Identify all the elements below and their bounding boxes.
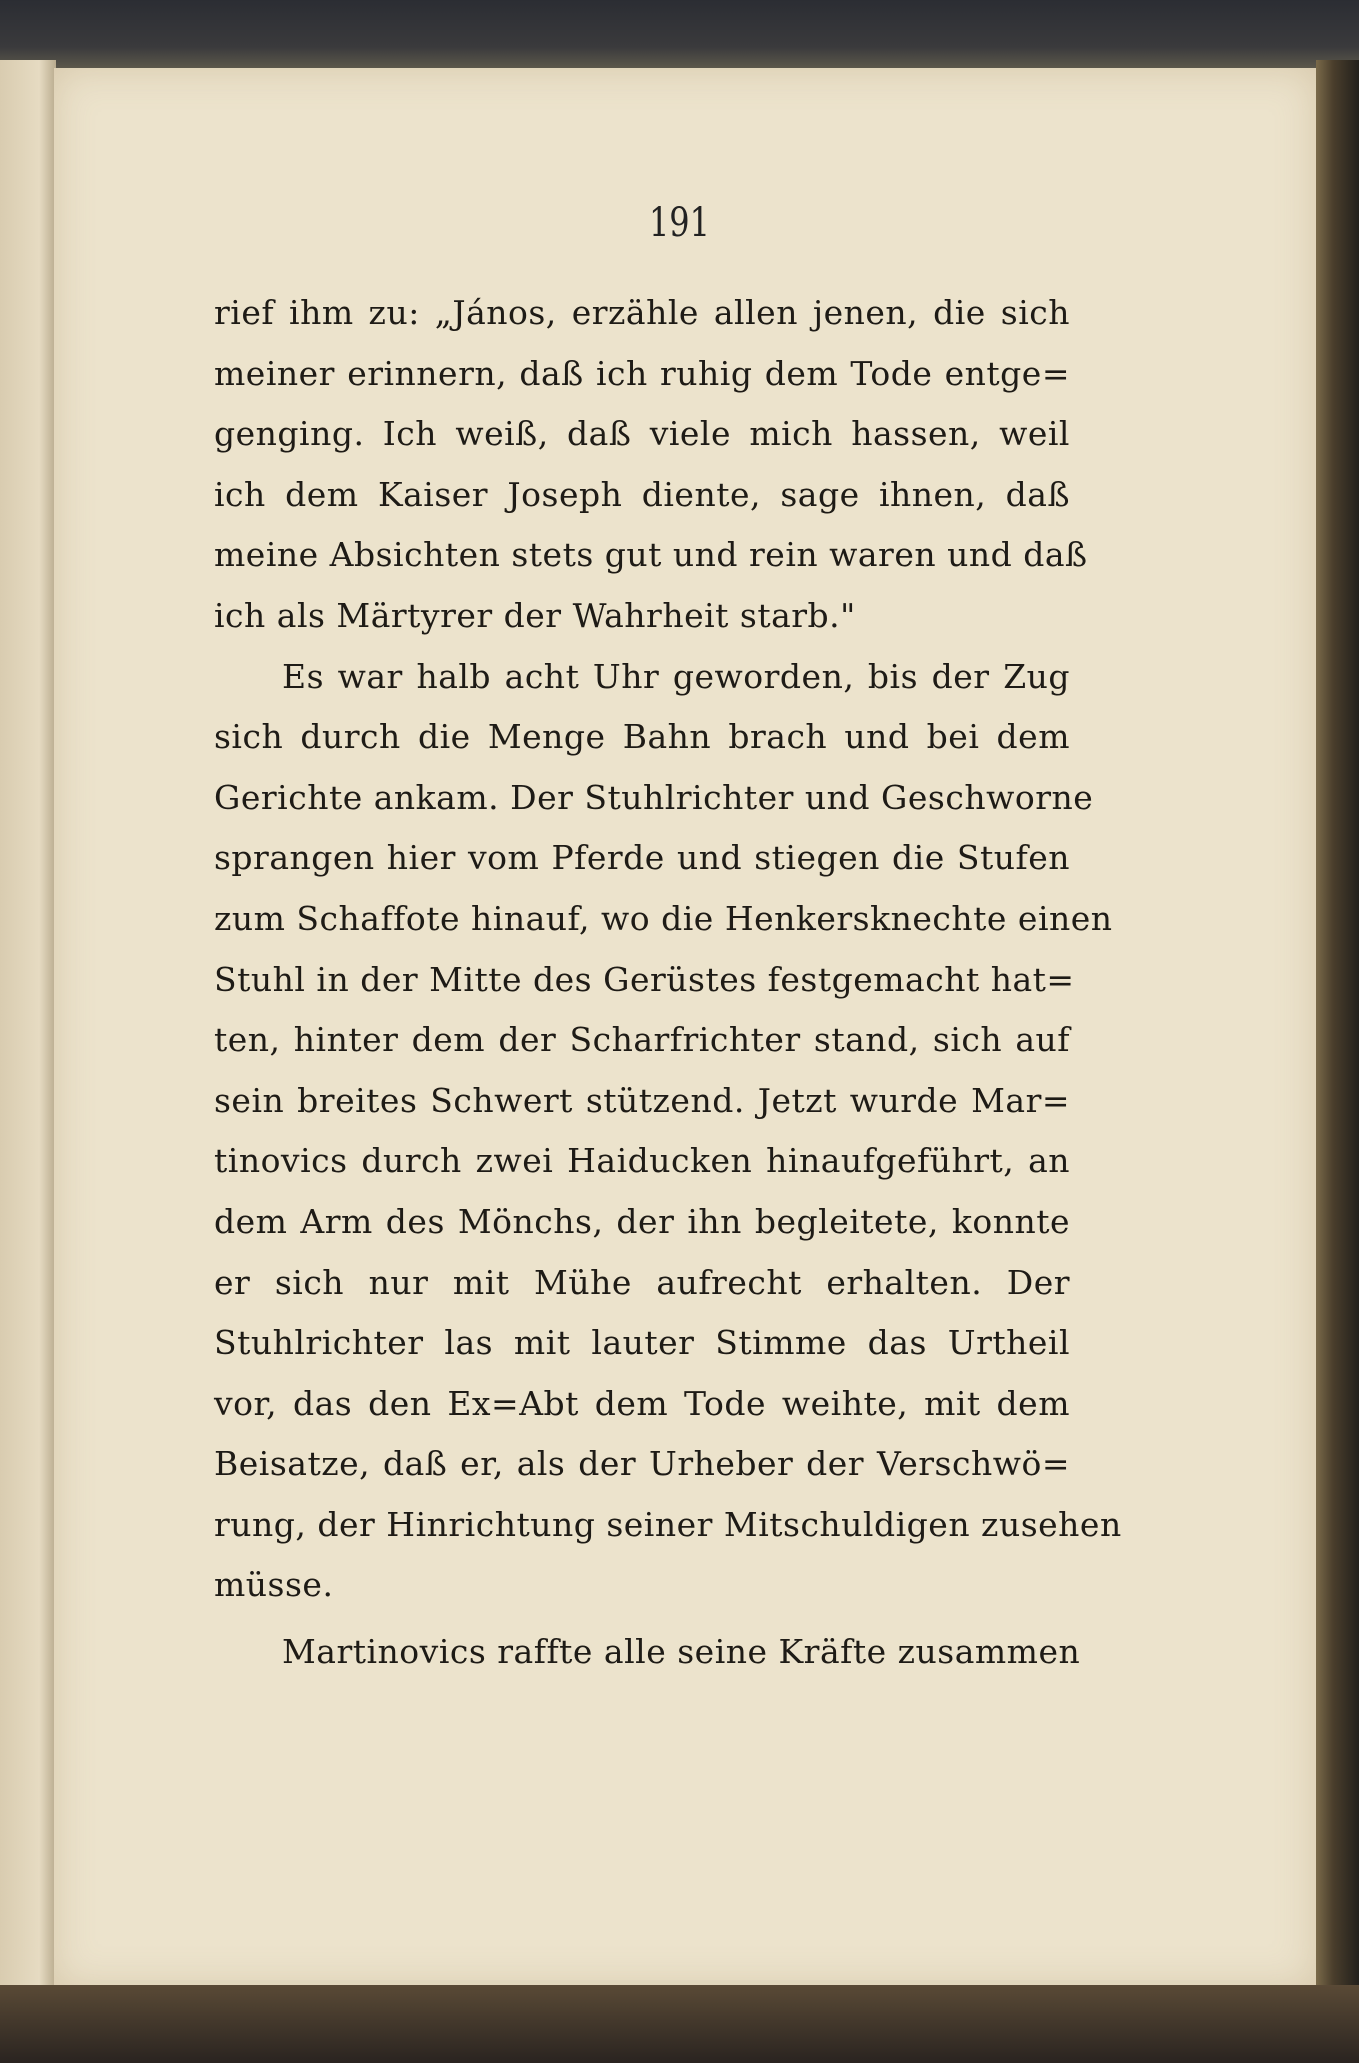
text-line: dem Arm des Mönchs, der ihn begleitete, konnte [214,1201,1070,1241]
text-line: müsse. [214,1565,334,1605]
text-line: tinovics durch zwei Haiducken hinaufgeführt, an [214,1141,1070,1181]
book-binding-bottom [0,1985,1359,2063]
text-line: Stuhlrichter las mit lauter Stimme das Urtheil [214,1323,1070,1363]
text-line: sprangen hier vom Pferde und stiegen die Stufen [214,838,1070,878]
text-line: Beisatze, daß er, als der Urheber der Verschwö= [214,1444,1070,1484]
text-line: rief ihm zu: „János, erzähle allen jenen, die sich [214,293,1070,332]
book-cover-edge [1316,60,1359,2050]
text-line: ich dem Kaiser Joseph diente, sage ihnen, daß [214,474,1070,514]
text-line: meiner erinnern, daß ich ruhig dem Tode entge= [214,353,1070,393]
text-line: genging. Ich weiß, daß viele mich hassen, weil [214,414,1070,454]
text-line: meine Absichten stets gut und rein waren und daß [214,535,1088,575]
text-line: rung, der Hinrichtung seiner Mitschuldigen zusehen [214,1504,1122,1544]
text-line: er sich nur mit Mühe aufrecht erhalten. Der [214,1262,1070,1302]
text-line: Martinovics raffte alle seine Kräfte zusammen [282,1632,1081,1672]
text-line: Es war halb acht Uhr geworden, bis der Zug [282,656,1070,696]
text-line: zum Schaffote hinauf, wo die Henkersknechte einen [214,898,1113,938]
facing-page-edge [0,60,56,2000]
page-number: 191 [648,200,711,246]
text-line: vor, das den Ex=Abt dem Tode weihte, mit dem [214,1383,1070,1423]
body-text [214,283,1122,1683]
text-line: ich als Märtyrer der Wahrheit starb." [214,595,856,635]
text-line: Gerichte ankam. Der Stuhlrichter und Geschworne [214,777,1094,817]
text-line: Stuhl in der Mitte des Gerüstes festgemacht hat= [214,959,1075,999]
text-line: ten, hinter dem der Scharfrichter stand, sich auf [214,1020,1070,1060]
book-binding-top [0,0,1359,78]
text-line: sein breites Schwert stützend. Jetzt wurde Mar= [214,1080,1070,1120]
text-line: sich durch die Menge Bahn brach und bei dem [214,717,1070,757]
